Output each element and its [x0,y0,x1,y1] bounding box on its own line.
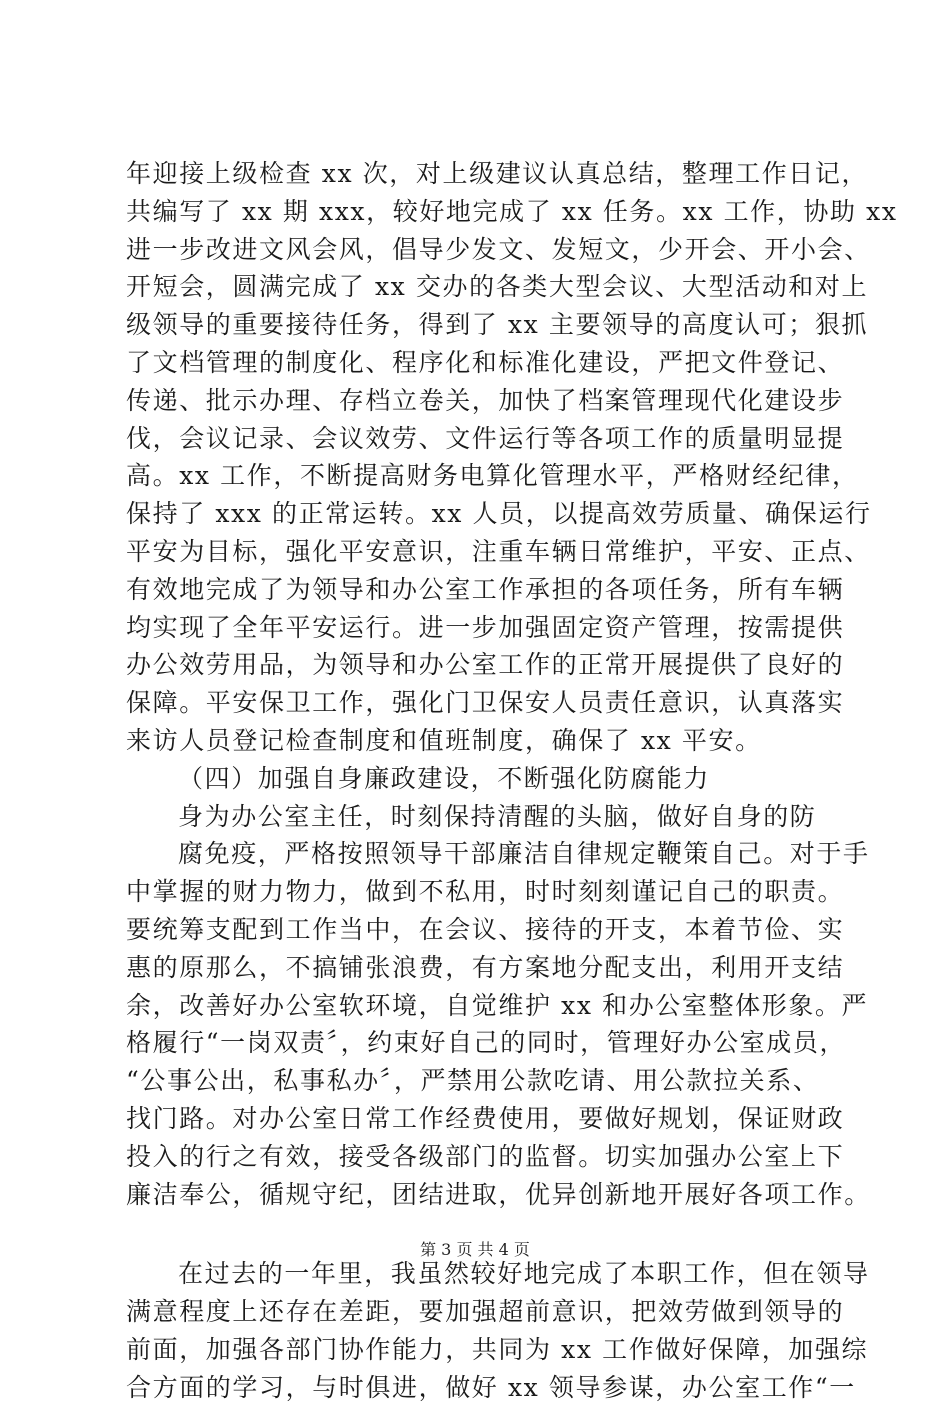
text-line: 满意程度上还存在差距，要加强超前意识，把效劳做到领导的 [126,1297,845,1327]
text-line: 伐，会议记录、会议效劳、文件运行等各项工作的质量明显提 [126,423,845,453]
text-line: 中掌握的财力物力，做到不私用，时时刻刻谨记自己的职责。 [126,877,845,907]
text-line: 了文档管理的制度化、程序化和标准化建设，严把文件登记、 [126,347,845,377]
page-number-footer: 第 3 页 共 4 页 [420,1240,530,1259]
text-line: 进一步改进文风会风，倡导少发文、发短文，少开会、开小会、 [126,234,871,264]
text-line: 保障。平安保卫工作，强化门卫保安人员责任意识，认真落实 [126,688,845,718]
text-line: 办公效劳用品，为领导和办公室工作的正常开展提供了良好的 [126,650,845,680]
text-line: 高。xx 工作，不断提高财务电算化管理水平，严格财经纪律， [126,461,859,491]
text-line: 级领导的重要接待任务，得到了 xx 主要领导的高度认可；狠抓 [126,310,869,340]
text-line: 余，改善好办公室软环境，自觉维护 xx 和办公室整体形象。严 [126,990,869,1020]
text-line: 惠的原那么，不搞铺张浪费，有方案地分配支出，利用开支结 [126,952,845,982]
text-line: 平安为目标，强化平安意识，注重车辆日常维护，平安、正点、 [126,536,871,566]
text-line: 保持了 xxx 的正常运转。xx 人员，以提高效劳质量、确保运行 [126,499,872,529]
text-line: 合方面的学习，与时俱进，做好 xx 领导参谋，办公室工作“一 [126,1372,856,1402]
text-line: 找门路。对办公室日常工作经费使用，要做好规划，保证财政 [126,1103,845,1133]
text-line: 廉洁奉公，循规守纪，团结进取，优异创新地开展好各项工作。 [126,1179,871,1209]
text-line: 要统筹支配到工作当中，在会议、接待的开支，本着节俭、实 [126,914,845,944]
text-line: 年迎接上级检查 xx 次，对上级建议认真总结，整理工作日记， [126,159,869,188]
text-line: 腐免疫，严格按照领导干部廉洁自律规定鞭策自己。对于手 [178,839,870,869]
text-line: 身为办公室主任，时刻保持清醒的头脑，做好自身的防 [178,801,817,831]
text-line: 来访人员登记检查制度和值班制度，确保了 xx 平安。 [126,725,762,755]
section-heading: （四）加强自身廉政建设，不断强化防腐能力 [178,763,711,793]
document-body [126,155,898,1407]
text-line: 在过去的一年里，我虽然较好地完成了本职工作，但在领导 [178,1259,870,1289]
text-line: 均实现了全年平安运行。进一步加强固定资产管理，按需提供 [126,612,845,642]
text-line: “公事公出，私事私办〞，严禁用公款吃请、用公款拉关系、 [126,1066,820,1096]
text-line: 格履行“一岗双责〞，约束好自己的同时，管理好办公室成员， [126,1028,847,1058]
text-line: 共编写了 xx 期 xxx，较好地完成了 xx 任务。xx 工作，协助 xx [126,196,898,226]
text-line: 开短会，圆满完成了 xx 交办的各类大型会议、大型活动和对上 [126,272,869,302]
text-line: 传递、批示办理、存档立卷关，加快了档案管理现代化建设步 [126,385,845,415]
text-line: 投入的行之有效，接受各级部门的监督。切实加强办公室上下 [126,1141,845,1171]
text-line: 有效地完成了为领导和办公室工作承担的各项任务，所有车辆 [126,574,845,604]
text-line: 前面，加强各部门协作能力，共同为 xx 工作做好保障，加强综 [126,1334,869,1364]
